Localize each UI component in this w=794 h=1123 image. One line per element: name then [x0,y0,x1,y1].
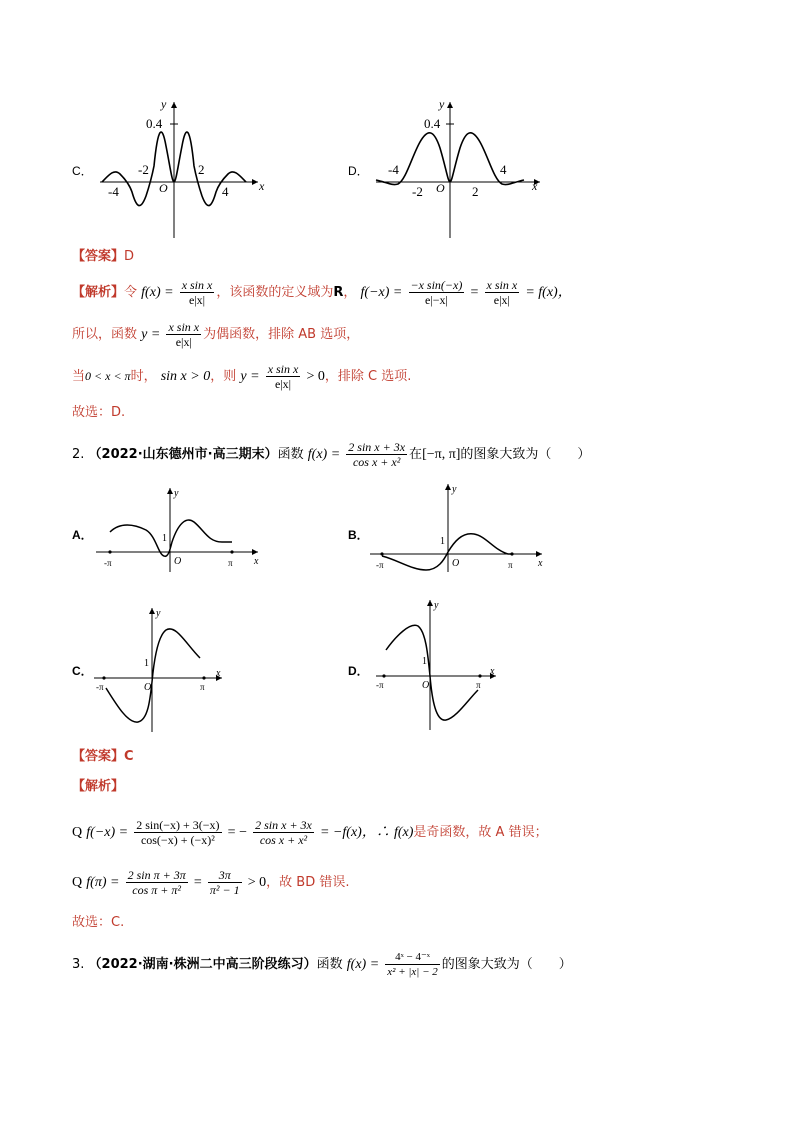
q2-analysis-tag: 【解析】 [72,779,125,794]
tick-pos2: 2 [198,162,205,177]
q2-choose: 故选：C. [72,915,125,930]
origin-label: O [159,181,168,195]
svg-text:y: y [452,484,457,495]
answer-tag: 【答案】 [72,249,125,264]
q2-stem: 2. （2022·山东德州市·高三期末）函数 f(x) = $\frac{\text{2 sin x + 3x}}{\text{cos x + x²}}$ 在[−π, π]的图象大致为（ ） [72,440,591,469]
q1-answer [72,248,134,266]
svg-text:O: O [144,682,152,693]
svg-text:x: x [490,666,495,677]
svg-text:-π: -π [376,560,384,570]
q1-choose: 故选：D. [72,405,126,420]
svg-text:1: 1 [440,536,445,547]
q2-option-b-label: B． [348,528,369,542]
svg-text:1: 1 [422,656,427,667]
svg-text:π: π [228,558,233,568]
tick-neg4: -4 [108,184,119,199]
svg-text:O: O [452,558,460,569]
tick-neg2: -2 [138,162,149,177]
q2-graph-a [94,484,264,574]
q2-graph-c [92,604,232,734]
svg-text:O: O [174,556,182,567]
y-axis-arrow [447,102,453,108]
q2-analysis-line-2: Q f(π) = $\frac{\text{2 sin π + 3π}}{\text{cos π + π²}}$ = $\frac{3\pi}{\text{π² − 1}}$ > 0，故 BD 错误. [72,868,350,897]
svg-text:π: π [200,682,205,692]
q2-graph-b [368,480,548,572]
x-axis-arrow [252,179,258,185]
svg-text:1: 1 [162,533,167,544]
q2-analysis-line-1: Q f(−x) = $\frac{2 \sin(-x) + 3(-x)}{\text{cos(−x) + (−x)²}}$ = − $\frac{\text{2 sin x + 3x}}{\text{cos x + x²}}$ = −f(x)，∴ f(x)是奇函数，故 A 错误； [72,818,548,847]
q2-graph-d [374,596,504,732]
svg-text:y: y [174,488,179,499]
q2-option-a-label: A． [72,528,93,542]
q3-stem: 3. （2022·湖南·株洲二中高三阶段练习）函数 f(x) = $\frac{\text{4ˣ − 4⁻ˣ}}{\text{x² + |x| − 2}}$ 的图象大致为（ ） [72,951,572,978]
tick-pos2: 2 [472,184,479,199]
q1-analysis-line-1: 【解析】令 f(x) = $\frac{\text{x sin x}}{e|x|}$ ，该函数的定义域为R， f(−x) = $\frac{\text{−x sin(−x)}}{e|-x|}$ = $\frac{\text{x sin x}}{e|x|}$ = f(x)， [72,278,572,307]
y-axis-arrow [171,102,177,108]
origin-label: O [436,181,445,195]
svg-text:1: 1 [144,658,149,669]
svg-text:-π: -π [96,682,104,692]
tick-neg4: -4 [388,162,399,177]
svg-text:O: O [422,680,430,691]
x-axis-label: x [259,179,265,193]
tick-pos4: 4 [500,162,507,177]
answer-value: D [124,249,135,264]
svg-text:x: x [254,556,259,567]
y-axis-label: y [439,97,445,111]
x-axis-label: x [532,179,538,193]
svg-text:x: x [538,558,543,569]
svg-text:y: y [156,608,161,619]
svg-text:π: π [508,560,513,570]
tick-pos4: 4 [222,184,229,199]
q2-option-c-label: C． [72,664,93,678]
svg-text:x: x [216,668,221,679]
q1-option-c-label: C． [72,164,93,178]
svg-text:y: y [434,600,439,611]
q2-option-d-label: D． [348,664,369,678]
q2-answer: 【答案】C [72,749,134,764]
q1-option-d-label: D． [348,164,369,178]
tick-neg2: -2 [412,184,423,199]
q1-graph-d [372,96,548,241]
q1-graph-c [96,96,266,241]
tick-0.4: 0.4 [424,116,441,131]
tick-0.4: 0.4 [146,116,163,131]
q1-analysis-line-2: 所以，函数 y = $\frac{\text{x sin x}}{e|x|}$ 为偶函数，排除 AB 选项， [72,320,360,349]
y-axis-label: y [161,97,167,111]
svg-text:-π: -π [376,680,384,690]
q1-analysis-line-3: 当0 < x < π时， sin x > 0，则 y = $\frac{\text{x sin x}}{e|x|}$ > 0，排除 C 选项. [72,362,412,391]
svg-text:π: π [476,680,481,690]
svg-text:-π: -π [104,558,112,568]
